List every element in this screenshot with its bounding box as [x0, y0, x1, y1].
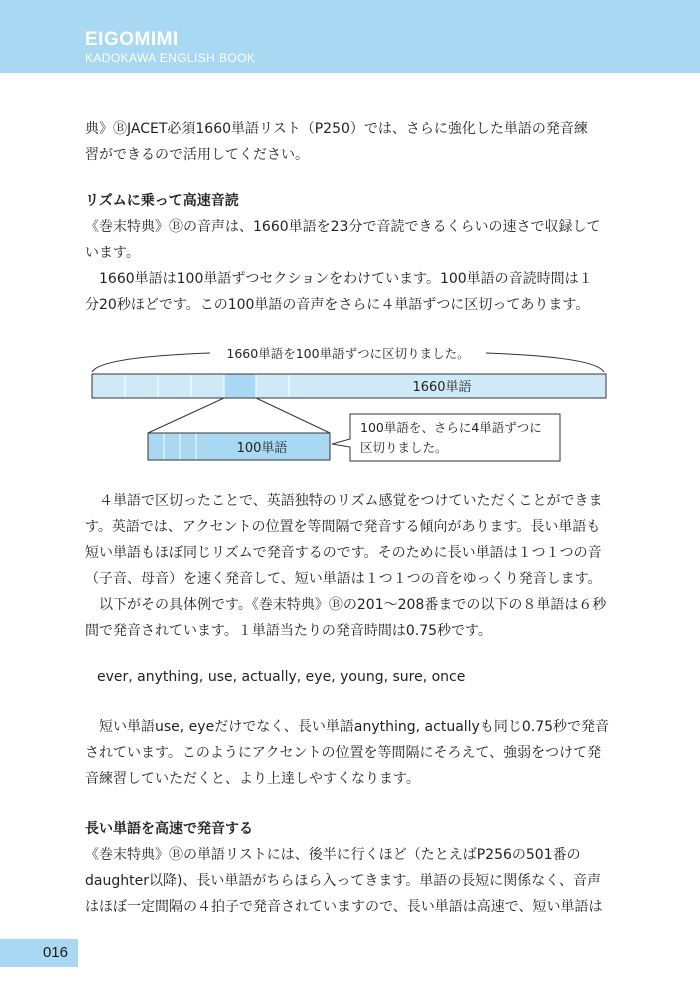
callout-line-1: 100単語を、さらに4単語ずつに	[360, 420, 542, 435]
paragraph-line: されています。このようにアクセントの位置を等間隔にそろえて、強弱をつけて発	[85, 745, 602, 761]
paragraph-line: 《巻末特典》Ⓑの音声は、1660単語を23分で音読できるくらいの速さで収録して	[85, 219, 601, 235]
sub-bar-label: 100単語	[236, 441, 288, 456]
intro-line-1: 典》ⒷJACET必須1660単語リスト（P250）では、さらに強化した単語の発音練	[85, 121, 588, 137]
paragraph-line: す。英語では、アクセントの位置を等間隔で発音する傾向があります。長い単語も	[85, 519, 601, 535]
page-number: 016	[42, 944, 68, 961]
callout-line-2: 区切りました。	[360, 440, 448, 455]
section-long-words	[85, 816, 615, 920]
page-number-tab	[0, 939, 78, 967]
paragraph-line: 短い単語use, eyeだけでなく、長い単語anything, actuallyも同じ0.75秒で発音	[85, 719, 610, 735]
main-bar	[92, 374, 606, 398]
intro-line-2: 習ができるので活用してください。	[85, 147, 309, 163]
bracket-left-line	[92, 353, 210, 372]
paragraph-line: 間で発音されています。１単語当たりの発音時間は0.75秒です。	[85, 623, 492, 639]
section-rhythm-explanation	[85, 488, 615, 644]
paragraph-line: います。	[85, 245, 140, 261]
section-heading-long-words: 長い単語を高速で発音する	[85, 821, 253, 837]
example-word-list: ever, anything, use, actually, eye, young, sure, once	[97, 669, 466, 685]
paragraph-line: （子音、母音）を速く発音して、短い単語は１つ１つの音をゆっくり発音します。	[85, 571, 602, 587]
paragraph-line: 音練習していただくと、より上達しやすくなります。	[85, 771, 420, 787]
paragraph-line: 短い単語もほぼ同じリズムで発音するのです。そのために長い単語は１つ１つの音	[85, 545, 602, 561]
section-rhythm	[85, 188, 615, 318]
paragraph-line: 《巻末特典》Ⓑの単語リストには、後半に行くほど（たとえばP256の501番の	[85, 847, 581, 863]
paragraph-line: 以下がその具体例です。《巻末特典》Ⓑの201～208番までの以下の８単語は６秒	[85, 597, 607, 613]
zoom-line-right	[256, 398, 330, 433]
paragraph-line: 1660単語は100単語ずつセクションをわけています。100単語の音読時間は１	[85, 271, 593, 287]
section-equal-timing	[85, 714, 615, 792]
brand-title: EIGOMIMI	[85, 29, 179, 50]
segmentation-diagram	[0, 338, 700, 478]
section-heading-rhythm: リズムに乗って高速音読	[85, 193, 239, 209]
page-header	[0, 0, 700, 73]
paragraph-line: ４単語で区切ったことで、英語独特のリズム感覚をつけていただくことができま	[85, 493, 603, 509]
paragraph-line: はほぼ一定間隔の４拍子で発音されていますので、長い単語は高速で、短い単語は	[85, 899, 603, 915]
intro-paragraph	[85, 116, 615, 168]
diagram-top-label: 1660単語を100単語ずつに区切りました。	[226, 346, 470, 361]
paragraph-line: 分20秒ほどです。この100単語の音声をさらに４単語ずつに区切ってあります。	[85, 297, 590, 313]
bracket-right-line	[486, 353, 604, 372]
main-bar-label: 1660単語	[412, 380, 472, 395]
highlighted-segment	[224, 374, 256, 398]
brand-subtitle: KADOKAWA ENGLISH BOOK	[85, 51, 256, 65]
paragraph-line: daughter以降)、長い単語がちらほら入ってきます。単語の長短に関係なく、音声	[85, 873, 602, 889]
zoom-line-left	[148, 398, 224, 433]
